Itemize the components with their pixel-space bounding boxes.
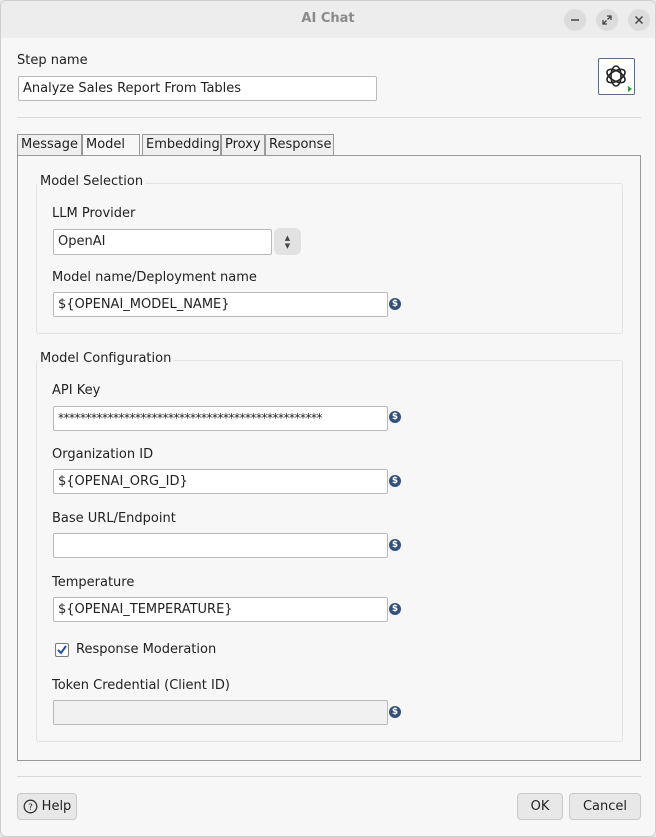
tab-model[interactable]: Model (82, 134, 140, 157)
base-url-input[interactable] (53, 533, 388, 558)
model-tab-panel (17, 155, 641, 761)
checkmark-icon (56, 644, 68, 656)
help-icon (23, 799, 38, 814)
model-selection-title: Model Selection (40, 174, 144, 189)
llm-provider-spinner[interactable] (274, 228, 301, 255)
tab-proxy[interactable]: Proxy (221, 134, 265, 156)
temperature-input[interactable]: ${OPENAI_TEMPERATURE} (53, 597, 388, 622)
response-moderation-label: Response Moderation (76, 642, 217, 657)
chevron-up-icon: ▲ (284, 233, 291, 242)
footer-separator (17, 776, 641, 777)
variable-icon[interactable]: $ (389, 539, 401, 551)
temperature-label: Temperature (52, 575, 135, 590)
maximize-button[interactable] (596, 9, 618, 31)
organization-id-input[interactable]: ${OPENAI_ORG_ID} (53, 469, 388, 494)
ok-button[interactable]: OK (517, 793, 563, 820)
tab-response[interactable]: Response (265, 134, 334, 156)
window-title: AI Chat (301, 11, 355, 26)
step-name-input[interactable]: Analyze Sales Report From Tables (18, 76, 377, 101)
base-url-label: Base URL/Endpoint (52, 511, 176, 526)
variable-icon[interactable]: $ (389, 298, 401, 310)
variable-icon[interactable]: $ (389, 411, 401, 423)
model-configuration-title: Model Configuration (40, 351, 172, 366)
close-icon (634, 15, 644, 25)
svg-text:?: ? (27, 803, 33, 813)
chevron-down-icon: ▼ (284, 241, 291, 250)
header-separator (17, 117, 641, 118)
token-credential-label: Token Credential (Client ID) (52, 678, 230, 693)
variable-icon[interactable]: $ (389, 603, 401, 615)
maximize-icon (602, 15, 612, 25)
variable-icon[interactable]: $ (389, 475, 401, 487)
help-button[interactable] (17, 793, 77, 820)
organization-id-label: Organization ID (52, 447, 154, 462)
cancel-button[interactable]: Cancel (569, 793, 641, 820)
model-name-label: Model name/Deployment name (52, 270, 257, 285)
openai-logo-icon (598, 58, 635, 95)
response-moderation-checkbox[interactable] (55, 643, 69, 657)
minimize-icon (570, 15, 580, 25)
help-button-label: Help (41, 799, 72, 814)
llm-provider-label: LLM Provider (52, 206, 136, 221)
token-credential-input[interactable] (53, 700, 388, 725)
api-key-input[interactable]: ************************************************ (53, 406, 388, 431)
variable-icon[interactable]: $ (389, 706, 401, 718)
minimize-button[interactable] (564, 9, 586, 31)
api-key-label: API Key (52, 383, 101, 398)
model-name-input[interactable]: ${OPENAI_MODEL_NAME} (53, 292, 388, 317)
llm-provider-select[interactable]: OpenAI (53, 229, 272, 255)
close-button[interactable] (628, 9, 650, 31)
tab-message[interactable]: Message (17, 134, 82, 156)
title-bar (1, 1, 655, 38)
step-name-label: Step name (17, 53, 88, 68)
tab-embedding[interactable]: Embedding (142, 134, 221, 156)
